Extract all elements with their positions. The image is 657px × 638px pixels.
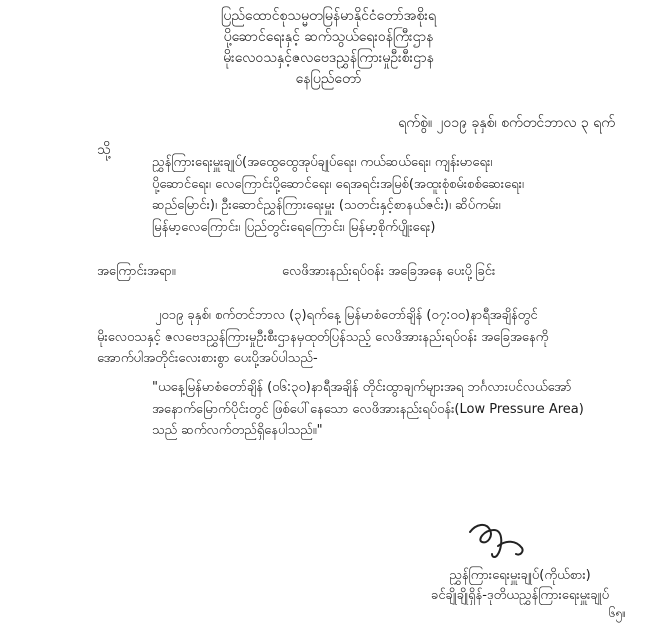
body-line: မိုးလေဝသနှင့် ဇလဗေဒညွှန်ကြားမှုဦးစီးဌာနမှထုတ်ပြန်သည့် လေဖိအားနည်းရပ်ဝန်း အခြေအနေကို bbox=[97, 329, 549, 345]
letterhead-line-ministry: ပို့ဆောင်ရေးနှင့် ဆက်သွယ်ရေးဝန်ကြီးဌာန bbox=[223, 29, 434, 45]
signatory-title: ခင်ချိုချိုရှိန်-ဒုတိယညွှန်ကြားရေးမှူးချုပ် bbox=[431, 588, 609, 603]
recipient-line: ဆည်မြောင်း)၊ ဦးဆောင်ညွှန်ကြားရေးမှူး (သတင်းနှင့်စာနယ်ဇင်း)၊ ဆိပ်ကမ်း၊ bbox=[152, 198, 501, 213]
letterhead bbox=[0, 6, 657, 90]
letterhead-line-government: ပြည်ထောင်စုသမ္မတမြန်မာနိုင်ငံတော်အစိုးရ bbox=[221, 8, 436, 24]
recipient-line: ပို့ဆောင်ရေး၊ လေကြောင်းပို့ဆောင်ရေး၊ ရေအရင်းအမြစ်(အထူးစုံစမ်းစစ်ဆေးရေး၊ bbox=[152, 176, 524, 192]
body-paragraph bbox=[97, 305, 627, 370]
recipient-line: ညွှန်ကြားရေးမှူးချုပ်(အထွေထွေအုပ်ချုပ်ရေး၊ ကယ်ဆယ်ရေး၊ ကျန်းမာရေး၊ bbox=[152, 155, 493, 170]
body-line: အောက်ပါအတိုင်းလေးစားစွာ ပေးပို့အပ်ပါသည်- bbox=[97, 351, 318, 366]
document-date: ရက်စွဲ။ ၂၀၁၉ ခုနှစ်၊ စက်တင်ဘာလ ၃ ရက် bbox=[398, 115, 615, 131]
recipient-line: မြန်မာ့လေကြောင်း၊ ပြည်တွင်းရေကြောင်း၊ မြန်မာ့စိုက်ပျိုးရေး) bbox=[152, 219, 436, 235]
body-line: ၂၀၁၉ ခုနှစ်၊ စက်တင်ဘာလ (၃)ရက်နေ့ မြန်မာစံတော်ချိန် (၀၇:၀၀)နာရီအချိန်တွင် bbox=[155, 308, 538, 323]
quote-line: သည် ဆက်လက်တည်ရှိနေပါသည်။" bbox=[152, 423, 323, 438]
recipient-list bbox=[152, 152, 622, 238]
signatory-capacity: ညွှန်ကြားရေးမှူးချုပ်(ကိုယ်စား) bbox=[449, 568, 591, 583]
to-label: သို့ bbox=[97, 142, 111, 158]
subject-label: အကြောင်းအရာ။ bbox=[97, 264, 176, 279]
quoted-bulletin bbox=[152, 377, 632, 442]
subject-text: လေဖိအားနည်းရပ်ဝန်း အခြေအနေ ပေးပို့ခြင်း bbox=[282, 264, 496, 279]
quote-line: "ယနေ့မြန်မာစံတော်ချိန် (၀၆:၃၀)နာရီအချိန် တိုင်းထွာချက်များအရ ဘင်္ဂလားပင်လယ်အော် bbox=[152, 380, 572, 395]
handwritten-signature bbox=[462, 518, 532, 562]
signature-block bbox=[400, 566, 640, 620]
seal-mark: ၆၅။ bbox=[608, 606, 626, 620]
letterhead-line-city: နေပြည်တော် bbox=[295, 71, 362, 87]
quote-line: အနောက်မြောက်ပိုင်းတွင် ဖြစ်ပေါ်နေသော လေဖိအားနည်းရပ်ဝန်း(Low Pressure Area) bbox=[152, 401, 584, 417]
letterhead-line-department: မိုးလေဝသနှင့်ဇလဗေဒညွှန်ကြားမှုဦးစီးဌာန bbox=[223, 50, 434, 66]
